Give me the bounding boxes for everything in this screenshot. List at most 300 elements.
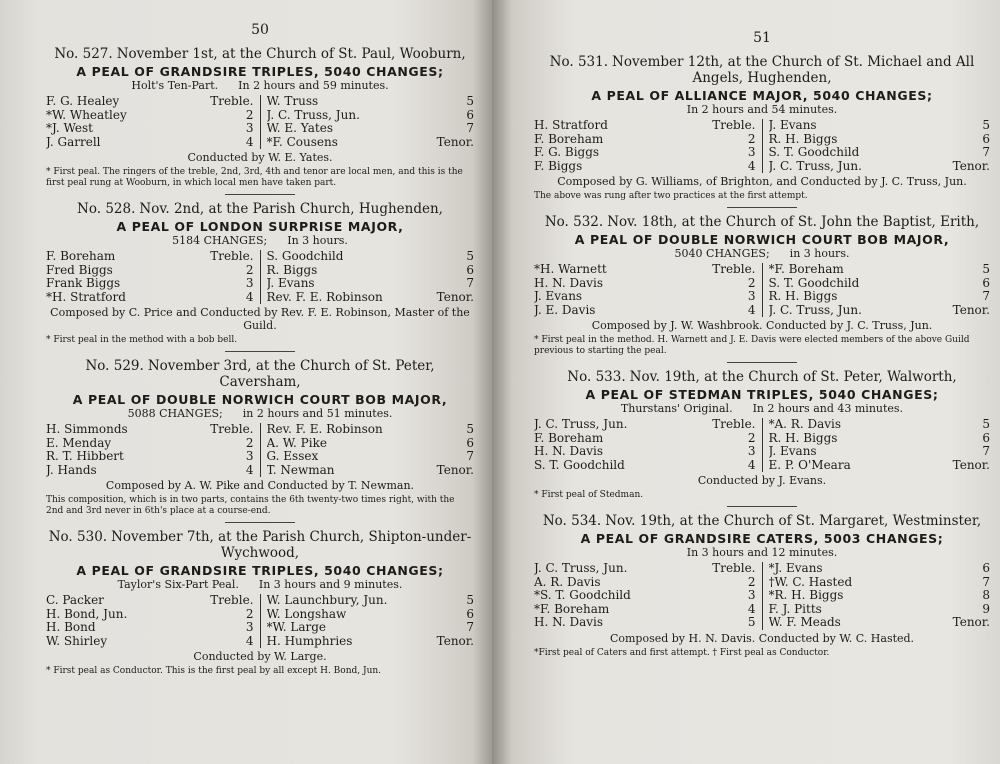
- peal-record: [534, 369, 990, 507]
- bell-number: Treble.: [210, 94, 254, 108]
- bell-number: 2: [747, 275, 756, 290]
- peal-composition: 5088 CHANGES;: [127, 407, 223, 420]
- ringer-row: [267, 277, 475, 291]
- section-divider: [727, 207, 797, 208]
- bell-number: 4: [245, 134, 254, 149]
- peal-number: No. 529.: [85, 358, 144, 374]
- ringer-name: W. E. Yates: [266, 122, 333, 135]
- bell-number: 7: [466, 449, 474, 463]
- peal-subtitle: [534, 402, 990, 415]
- ringer-row: [534, 290, 756, 304]
- ringer-row: [46, 450, 254, 464]
- ringer-row: [267, 136, 475, 150]
- peal-list: [46, 46, 474, 677]
- peal-composition: 5184 CHANGES;: [172, 234, 268, 247]
- ringer-name: H. Stratford: [534, 119, 608, 132]
- ringer-row: [769, 459, 991, 473]
- ringer-row: [769, 263, 991, 277]
- ringer-name: *F. Boreham: [534, 602, 610, 616]
- ringer-row: [46, 264, 254, 278]
- peal-subtitle: [46, 79, 474, 92]
- ringer-row: [769, 418, 991, 432]
- peal-composition: Thurstans' Original.: [620, 402, 733, 415]
- section-divider: [225, 351, 295, 352]
- ringer-row: [769, 133, 991, 147]
- section-divider: [727, 506, 797, 507]
- ringer-row: [267, 437, 475, 451]
- peal-composition: 5040 CHANGES;: [674, 247, 770, 260]
- peal-duration: in 2 hours and 51 minutes.: [242, 407, 393, 420]
- bell-number: 5: [466, 94, 474, 108]
- peal-composition: Holt's Ten-Part.: [131, 79, 219, 92]
- right-page: [492, 0, 1000, 764]
- ringer-name: H. Bond, Jun.: [46, 607, 128, 621]
- ringer-row: [769, 432, 991, 446]
- ringer-name: Rev. F. E. Robinson: [266, 423, 383, 436]
- ringers-column: [534, 562, 756, 630]
- ringer-name: G. Essex: [266, 450, 319, 463]
- bell-number: 2: [747, 430, 756, 445]
- bell-number: 6: [466, 262, 474, 277]
- peal-date-location: November 1st, at the Church of St. Paul, Wooburn,: [116, 46, 466, 62]
- ringer-name: J. C. Truss, Jun.: [266, 108, 360, 122]
- ringer-row: [534, 146, 756, 160]
- peal-number: No. 528.: [77, 201, 136, 217]
- ringer-name: R. Biggs: [266, 263, 318, 277]
- bell-number: Treble.: [210, 422, 254, 436]
- ringer-row: [267, 464, 475, 478]
- ringer-row: [534, 160, 756, 174]
- bell-number: 2: [245, 262, 254, 277]
- bell-number: 6: [466, 435, 474, 450]
- ringer-name: *H. Warnett: [534, 263, 607, 276]
- page-number: 51: [753, 30, 771, 46]
- peal-footnote: * First peal as Conductor. This is the first peal by all except H. Bond, Jun.: [46, 666, 382, 676]
- ringer-name: J. Evans: [768, 445, 817, 458]
- peal-header: [46, 358, 474, 390]
- ringer-name: J. C. Truss, Jun.: [768, 303, 862, 317]
- bell-number: Treble.: [712, 262, 756, 276]
- ringer-row: [267, 621, 475, 635]
- ringer-row: [769, 146, 991, 160]
- bell-number: 5: [982, 262, 990, 276]
- ringer-row: [267, 122, 475, 136]
- ringer-row: [534, 459, 756, 473]
- peal-footnote: * First peal of Stedman.: [534, 490, 644, 500]
- ringers-column: [762, 263, 991, 317]
- ringers-column: [534, 119, 756, 173]
- ringer-name: *A. R. Davis: [768, 418, 842, 431]
- bell-number: Treble.: [210, 249, 254, 263]
- ringer-row: [46, 594, 254, 608]
- ringer-name: S. T. Goodchild: [768, 146, 860, 159]
- ringer-row: [46, 95, 254, 109]
- peal-header: [534, 369, 990, 385]
- peal-header: [46, 529, 474, 561]
- ringer-name: F. Boreham: [46, 250, 116, 263]
- peal-duration: In 2 hours and 54 minutes.: [686, 103, 838, 116]
- peal-title: A PEAL OF DOUBLE NORWICH COURT BOB MAJOR,: [72, 392, 448, 407]
- ringer-row: [534, 432, 756, 446]
- bell-number: 6: [982, 430, 990, 445]
- ringer-row: [769, 304, 991, 318]
- ringer-name: S. T. Goodchild: [534, 458, 625, 472]
- ringer-row: [534, 304, 756, 318]
- ringer-row: [267, 291, 475, 305]
- ringer-name: F. J. Pitts: [768, 602, 822, 616]
- peal-number: No. 527.: [54, 46, 113, 62]
- ringer-row: [769, 119, 991, 133]
- ringer-row: [534, 562, 756, 576]
- peal-header: [46, 46, 474, 62]
- ringer-row: [534, 616, 756, 630]
- bell-number: 6: [466, 107, 474, 122]
- bell-number: Tenor.: [436, 134, 474, 149]
- ringer-name: *F. Boreham: [768, 263, 844, 276]
- peal-title: A PEAL OF ALLIANCE MAJOR, 5040 CHANGES;: [591, 88, 933, 103]
- peal-subtitle: [534, 247, 990, 260]
- bell-number: 2: [747, 131, 756, 146]
- ringer-name: W. Longshaw: [266, 607, 347, 621]
- bell-number: Tenor.: [436, 289, 474, 304]
- ringer-row: [46, 423, 254, 437]
- peal-footnote: *First peal of Caters and first attempt. † First peal as Conductor.: [534, 647, 830, 658]
- conductor-line: Composed by A. W. Pike and Conducted by T. Newman.: [105, 479, 415, 492]
- peal-header: [534, 513, 990, 529]
- ringer-name: E. Menday: [46, 436, 112, 450]
- bell-number: Tenor.: [436, 633, 474, 648]
- ringers-column: [534, 418, 756, 472]
- ringer-name: E. P. O'Meara: [768, 458, 851, 472]
- ringer-name: †W. C. Hasted: [768, 575, 853, 589]
- peal-date-location: Nov. 19th, at the Church of St. Margaret, Westminster,: [605, 513, 982, 529]
- ringer-name: W. Truss: [266, 95, 319, 108]
- ringer-row: [769, 616, 991, 630]
- peal-footnote: * First peal. The ringers of the treble, 2nd, 3rd, 4th and tenor are local men, and this is the first peal rung at Wooburn, in which local men have taken part.: [46, 167, 463, 188]
- bell-number: 9: [982, 601, 990, 616]
- conductor-line: Conducted by W. E. Yates.: [187, 151, 333, 164]
- ringer-row: [267, 109, 475, 123]
- ringers-table: [534, 562, 990, 630]
- conductor-line: Composed by H. N. Davis. Conducted by W. C. Hasted.: [609, 631, 915, 645]
- ringer-row: [769, 562, 991, 576]
- ringer-name: F. Boreham: [534, 132, 604, 146]
- bell-number: 2: [747, 574, 756, 589]
- ringer-row: [534, 603, 756, 617]
- bell-number: 2: [245, 606, 254, 621]
- peal-footnote: The above was rung after two practices at the first attempt.: [534, 191, 808, 201]
- bell-number: 4: [747, 601, 756, 616]
- ringer-name: S. Goodchild: [266, 250, 344, 263]
- bell-number: 6: [982, 275, 990, 290]
- bell-number: Tenor.: [952, 457, 990, 472]
- ringer-row: [46, 621, 254, 635]
- bell-number: Tenor.: [436, 462, 474, 477]
- ringer-name: R. T. Hibbert: [46, 450, 124, 463]
- ringer-row: [534, 576, 756, 590]
- bell-number: 7: [982, 289, 990, 303]
- ringer-row: [267, 264, 475, 278]
- peal-date-location: November 12th, at the Church of St. Michael and All Angels, Hughenden,: [612, 54, 975, 86]
- peal-duration: In 3 hours and 12 minutes.: [686, 546, 838, 559]
- ringer-name: F. G. Healey: [46, 95, 120, 108]
- peal-number: No. 531.: [549, 54, 609, 70]
- peal-title: A PEAL OF STEDMAN TRIPLES, 5040 CHANGES;: [585, 387, 939, 402]
- section-divider: [727, 362, 797, 363]
- bell-number: 5: [466, 593, 474, 607]
- ringer-name: H. Bond: [46, 621, 96, 634]
- peal-duration: In 2 hours and 59 minutes.: [238, 79, 389, 92]
- ringer-name: Frank Biggs: [46, 277, 121, 290]
- ringer-row: [267, 423, 475, 437]
- bell-number: 7: [466, 121, 474, 135]
- ringer-row: [534, 133, 756, 147]
- peal-duration: In 3 hours and 9 minutes.: [258, 578, 403, 591]
- peal-number: No. 532.: [544, 214, 604, 230]
- bell-number: 5: [982, 417, 990, 431]
- ringer-name: S. T. Goodchild: [768, 276, 860, 290]
- ringer-name: H. Simmonds: [46, 423, 128, 436]
- peal-date-location: November 7th, at the Parish Church, Shipton-under-Wychwood,: [111, 529, 472, 561]
- ringer-name: J. Hands: [46, 463, 97, 477]
- bell-number: 6: [982, 131, 990, 146]
- ringer-row: [267, 250, 475, 264]
- ringer-row: [46, 291, 254, 305]
- ringers-column: [260, 95, 475, 149]
- ringers-column: [762, 562, 991, 630]
- ringer-row: [46, 136, 254, 150]
- ringers-column: [762, 418, 991, 472]
- peal-title: A PEAL OF LONDON SURPRISE MAJOR,: [116, 219, 404, 234]
- ringer-name: H. N. Davis: [534, 616, 604, 629]
- bell-number: 6: [466, 606, 474, 621]
- ringer-row: [769, 290, 991, 304]
- ringer-name: H. N. Davis: [534, 445, 604, 458]
- bell-number: 4: [747, 302, 756, 317]
- bell-number: 4: [245, 462, 254, 477]
- bell-number: 3: [747, 145, 756, 159]
- peal-header: [46, 201, 474, 217]
- ringers-column: [46, 95, 254, 149]
- ringers-table: [534, 263, 990, 317]
- bell-number: 2: [245, 435, 254, 450]
- peal-subtitle: [46, 407, 474, 420]
- ringer-row: [46, 437, 254, 451]
- peal-number: No. 534.: [542, 513, 602, 529]
- bell-number: 4: [245, 633, 254, 648]
- peal-record: [534, 54, 990, 208]
- conductor-line: Composed by J. W. Washbrook. Conducted by J. C. Truss, Jun.: [591, 319, 933, 332]
- bell-number: 3: [747, 588, 756, 602]
- ringer-name: J. Evans: [266, 277, 315, 290]
- ringer-name: J. C. Truss, Jun.: [534, 418, 628, 431]
- ringer-name: J. Evans: [534, 290, 583, 303]
- ringer-name: W. Shirley: [46, 634, 108, 648]
- section-divider: [225, 194, 295, 195]
- ringer-row: [46, 277, 254, 291]
- ringer-row: [769, 160, 991, 174]
- bell-number: 7: [982, 444, 990, 458]
- bell-number: 5: [982, 118, 990, 132]
- ringer-row: [534, 263, 756, 277]
- ringers-table: [534, 119, 990, 173]
- bell-number: Treble.: [712, 417, 756, 431]
- bell-number: Treble.: [712, 561, 756, 575]
- peal-composition: Taylor's Six-Part Peal.: [117, 578, 239, 591]
- bell-number: 7: [982, 574, 990, 589]
- ringers-column: [46, 594, 254, 648]
- ringer-row: [46, 109, 254, 123]
- bell-number: 3: [245, 276, 254, 290]
- ringer-row: [534, 418, 756, 432]
- peal-date-location: November 3rd, at the Church of St. Peter, Caversham,: [147, 358, 435, 390]
- bell-number: 7: [466, 620, 474, 634]
- conductor-line: Conducted by W. Large.: [193, 650, 327, 663]
- peal-date-location: Nov. 2nd, at the Parish Church, Hughenden,: [139, 201, 443, 217]
- bell-number: 3: [747, 444, 756, 458]
- ringer-name: *W. Large: [266, 621, 327, 634]
- page-number: 50: [251, 22, 269, 38]
- bell-number: Treble.: [210, 593, 254, 607]
- ringer-name: A. R. Davis: [534, 575, 601, 589]
- ringer-name: F. Boreham: [534, 431, 604, 445]
- ringer-name: R. H. Biggs: [768, 431, 838, 445]
- ringer-name: J. Garrell: [46, 135, 101, 149]
- ringer-name: W. Launchbury, Jun.: [266, 594, 388, 607]
- peal-number: No. 533.: [567, 369, 626, 385]
- ringer-row: [267, 635, 475, 649]
- ringers-column: [46, 423, 254, 477]
- ringer-name: R. H. Biggs: [768, 132, 838, 146]
- ringer-name: J. E. Davis: [534, 303, 596, 317]
- ringer-name: J. Evans: [768, 119, 817, 132]
- peal-record: [46, 201, 474, 352]
- ringer-row: [46, 250, 254, 264]
- ringer-row: [769, 589, 991, 603]
- peal-title: A PEAL OF GRANDSIRE TRIPLES, 5040 CHANGES;: [76, 64, 444, 79]
- bell-number: Treble.: [712, 118, 756, 132]
- ringer-name: W. F. Meads: [768, 616, 841, 629]
- left-page: [0, 0, 492, 764]
- ringer-row: [534, 277, 756, 291]
- bell-number: 3: [245, 449, 254, 463]
- ringer-name: C. Packer: [46, 594, 104, 607]
- ringer-row: [267, 450, 475, 464]
- peal-record: [46, 358, 474, 523]
- ringers-table: [46, 423, 474, 477]
- ringers-column: [534, 263, 756, 317]
- ringer-name: T. Newman: [266, 463, 335, 477]
- bell-number: 4: [245, 289, 254, 304]
- bell-number: Tenor.: [952, 302, 990, 317]
- peal-title: A PEAL OF DOUBLE NORWICH COURT BOB MAJOR,: [574, 232, 950, 247]
- peal-footnote: This composition, which is in two parts, contains the 6th twenty-two times right, with the 2nd and 3rd never in 6th's place at a course-end.: [46, 495, 455, 516]
- peal-title: A PEAL OF GRANDSIRE CATERS, 5003 CHANGES;: [580, 531, 944, 546]
- ringer-name: *R. H. Biggs: [768, 589, 844, 602]
- bell-number: 2: [245, 107, 254, 122]
- ringer-row: [267, 608, 475, 622]
- ringers-table: [46, 250, 474, 304]
- ringer-name: *W. Wheatley: [46, 108, 127, 122]
- ringer-name: *H. Stratford: [46, 290, 126, 304]
- ringer-row: [534, 589, 756, 603]
- ringer-row: [46, 635, 254, 649]
- ringer-name: H. Humphries: [266, 634, 353, 648]
- bell-number: 4: [747, 457, 756, 472]
- peal-date-location: Nov. 18th, at the Church of St. John the Baptist, Erith,: [607, 214, 980, 230]
- peal-record: [534, 513, 990, 659]
- peal-footnote: * First peal in the method with a bob bell.: [46, 335, 238, 345]
- bell-number: 5: [466, 249, 474, 263]
- bell-number: 3: [245, 121, 254, 135]
- ringer-row: [46, 608, 254, 622]
- peal-header: [534, 54, 990, 86]
- ringers-table: [46, 594, 474, 648]
- ringer-row: [769, 445, 991, 459]
- ringer-name: F. G. Biggs: [534, 146, 600, 159]
- peal-header: [534, 214, 990, 230]
- ringer-name: *J. West: [46, 122, 93, 135]
- ringers-column: [260, 423, 475, 477]
- peal-duration: in 3 hours.: [789, 247, 850, 260]
- bell-number: 7: [466, 276, 474, 290]
- ringer-name: J. C. Truss, Jun.: [768, 159, 862, 173]
- section-divider: [225, 522, 295, 523]
- peal-number: No. 530.: [48, 529, 108, 545]
- bell-number: 8: [982, 588, 990, 602]
- bell-number: 3: [747, 289, 756, 303]
- bell-number: 4: [747, 158, 756, 173]
- conductor-line: Conducted by J. Evans.: [697, 474, 827, 487]
- ringer-row: [769, 603, 991, 617]
- peal-title: A PEAL OF GRANDSIRE TRIPLES, 5040 CHANGES;: [76, 563, 444, 578]
- bell-number: 5: [466, 422, 474, 436]
- peal-date-location: Nov. 19th, at the Church of St. Peter, Walworth,: [629, 369, 957, 385]
- ringer-row: [46, 464, 254, 478]
- ringer-name: A. W. Pike: [266, 436, 327, 450]
- ringer-row: [534, 119, 756, 133]
- ringer-name: *F. Cousens: [266, 135, 338, 149]
- peal-duration: In 3 hours.: [287, 234, 348, 247]
- ringer-name: *J. Evans: [768, 562, 823, 575]
- ringer-row: [267, 95, 475, 109]
- ringer-name: Fred Biggs: [46, 263, 113, 277]
- ringer-name: Rev. F. E. Robinson: [266, 290, 383, 304]
- ringer-name: *S. T. Goodchild: [534, 589, 631, 602]
- bell-number: 7: [982, 145, 990, 159]
- ringer-name: F. Biggs: [534, 159, 583, 173]
- peal-subtitle: [46, 578, 474, 591]
- peal-subtitle: [534, 546, 990, 559]
- bell-number: Tenor.: [952, 158, 990, 173]
- ringer-name: R. H. Biggs: [768, 290, 838, 303]
- ringers-table: [534, 418, 990, 472]
- peal-duration: In 2 hours and 43 minutes.: [752, 402, 904, 415]
- ringer-row: [46, 122, 254, 136]
- bell-number: 6: [982, 561, 990, 575]
- bell-number: 5: [747, 615, 756, 629]
- ringers-column: [762, 119, 991, 173]
- ringers-column: [46, 250, 254, 304]
- peal-footnote: * First peal in the method. H. Warnett and J. E. Davis were elected members of the above Guild previous to starting the peal.: [534, 335, 970, 356]
- peal-record: [534, 214, 990, 363]
- peal-record: [46, 46, 474, 195]
- bell-number: Tenor.: [952, 615, 990, 629]
- conductor-line: Composed by C. Price and Conducted by Rev. F. E. Robinson, Master of the Guild.: [50, 306, 470, 332]
- peal-record: [46, 529, 474, 677]
- conductor-line: Composed by G. Williams, of Brighton, and Conducted by J. C. Truss, Jun.: [557, 175, 967, 188]
- peal-list: [534, 54, 990, 659]
